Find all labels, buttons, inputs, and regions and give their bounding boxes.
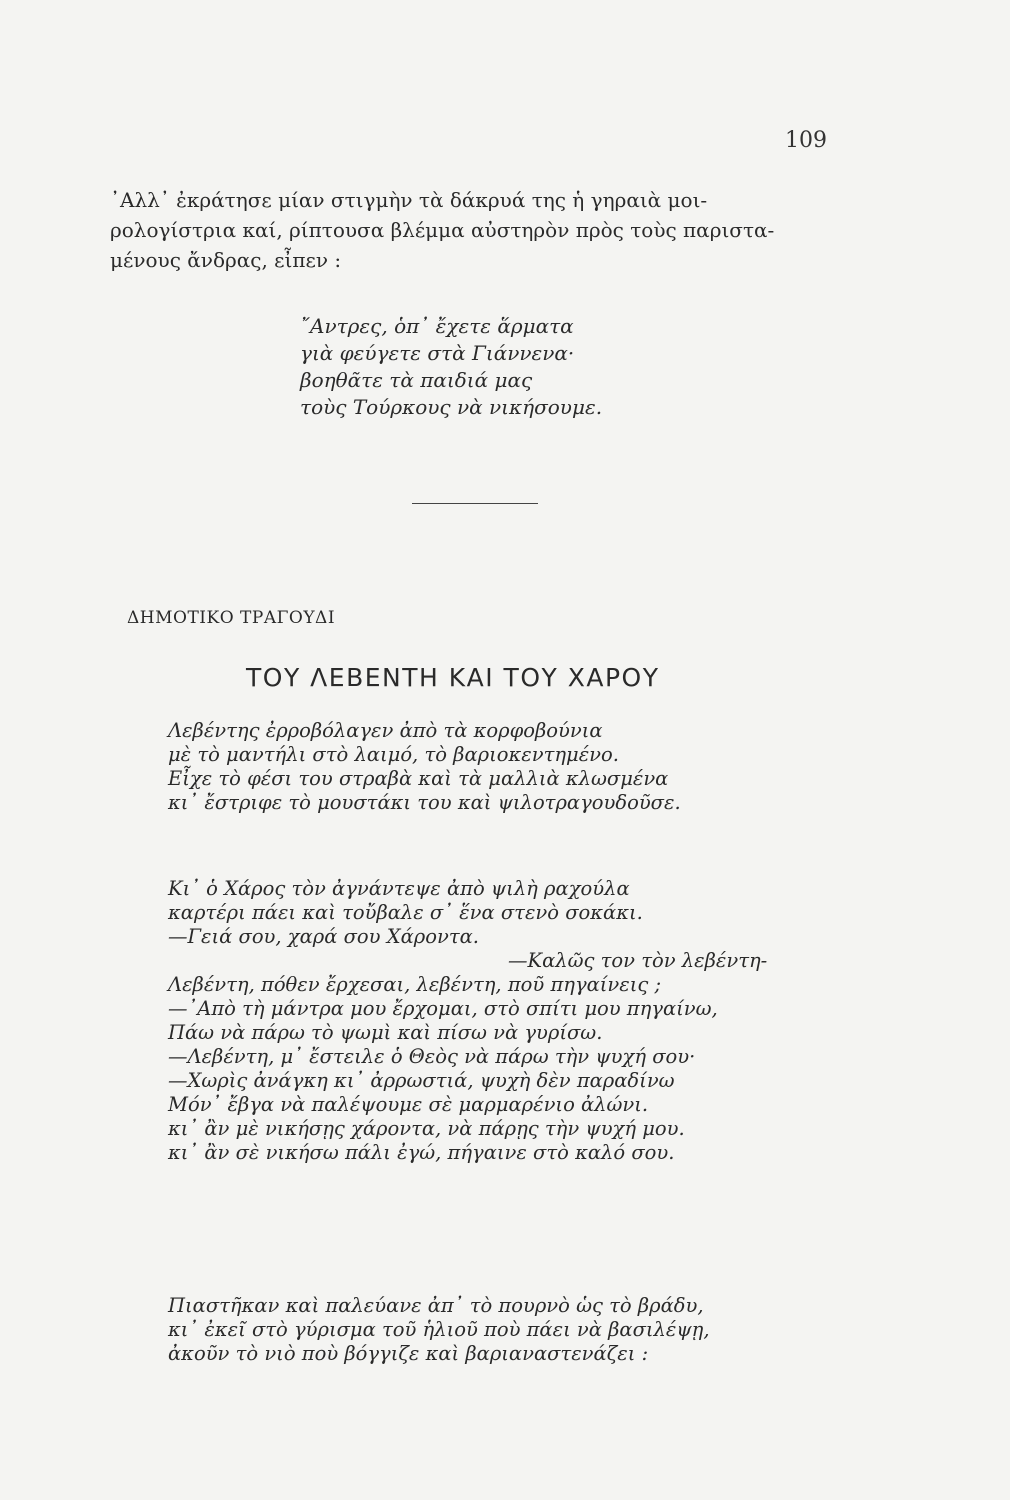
poem-line: Πιαστῆκαν καὶ παλεύανε ἀπ᾿ τὸ πουρνὸ ὡς τὸ βράδυ, [168,1294,704,1317]
poem-line: μὲ τὸ μαντήλι στὸ λαιμό, τὸ βαριοκεντημένο. [168,743,619,766]
poem-line: —᾿Απὸ τὴ μάντρα μου ἔρχομαι, στὸ σπίτι μου πηγαίνω, [168,997,718,1020]
quoted-verse [300,313,602,421]
intro-line: ᾿Αλλ᾿ ἐκράτησε μίαν στιγμὴν τὰ δάκρυά της ἡ γηραιὰ μοι- [110,188,708,212]
intro-line: ρολογίστρια καί, ρίπτουσα βλέμμα αὐστηρὸν πρὸς τοὺς παριστα- [110,218,775,242]
verse-line: γιὰ φεύγετε στὰ Γιάννενα· [300,341,575,365]
poem-line: Λεβέντη, πόθεν ἔρχεσαι, λεβέντη, ποῦ πηγαίνεις ; [168,973,662,996]
poem-line: —Λεβέντη, μ᾿ ἔστειλε ὁ Θεὸς νὰ πάρω τὴν ψυχή σου· [168,1045,696,1068]
poem-line: —Χωρὶς ἀνάγκη κι᾿ ἀρρωστιά, ψυχὴ δὲν παραδίνω [168,1069,675,1092]
poem-line: Κι᾿ ὁ Χάρος τὸν ἀγνάντεψε ἀπὸ ψιλὴ ραχούλα [168,877,630,900]
section-divider [412,503,538,504]
poem-stanza-1 [168,719,681,815]
poem-line: Πάω νὰ πάρω τὸ ψωμὶ καὶ πίσω νὰ γυρίσω. [168,1021,603,1044]
verse-line: ῎Αντρες, ὁπ᾿ ἔχετε ἅρματα [300,314,574,338]
poem-line: κι᾿ ἐκεῖ στὸ γύρισμα τοῦ ἡλιοῦ ποὺ πάει νὰ βασιλέψῃ, [168,1318,710,1341]
section-label: ΔΗΜΟΤΙΚΟ ΤΡΑΓΟΥΔΙ [127,608,336,628]
poem-line: —Γειά σου, χαρά σου Χάροντα. [168,925,479,948]
poem-stanza-2 [168,877,767,1165]
verse-line: βοηθᾶτε τὰ παιδιά μας [300,368,533,392]
song-title: ΤΟΥ ΛΕΒΕΝΤΗ ΚΑΙ ΤΟΥ ΧΑΡΟΥ [246,663,660,692]
poem-line: ἀκοῦν τὸ νιὸ ποὺ βόγγιζε καὶ βαριαναστενάζει : [168,1342,649,1365]
poem-line: κι᾿ ἔστριφε τὸ μουστάκι του καὶ ψιλοτραγουδοῦσε. [168,791,681,814]
verse-line: τοὺς Τούρκους νὰ νικήσουμε. [300,395,603,419]
intro-line: μένους ἄνδρας, εἶπεν : [110,248,342,272]
page-number: 109 [785,128,827,153]
poem-line: καρτέρι πάει καὶ τοὔβαλε σ᾿ ἕνα στενὸ σοκάκι. [168,901,643,924]
poem-stanza-3 [168,1294,710,1366]
poem-line: —Καλῶς τον τὸν λεβέντη- [508,949,768,972]
poem-line: κι᾿ ἂν μὲ νικήσῃς χάροντα, νὰ πάρῃς τὴν ψυχή μου. [168,1117,685,1140]
poem-line: κι᾿ ἂν σὲ νικήσω πάλι ἐγώ, πήγαινε στὸ καλό σου. [168,1141,675,1164]
poem-line: Μόν᾿ ἔβγα νὰ παλέψουμε σὲ μαρμαρένιο ἀλώνι. [168,1093,649,1116]
poem-line: Εἶχε τὸ φέσι του στραβὰ καὶ τὰ μαλλιὰ κλωσμένα [168,767,669,790]
poem-line: Λεβέντης ἐρροβόλαγεν ἀπὸ τὰ κορφοβούνια [168,719,603,742]
intro-paragraph [110,185,840,275]
